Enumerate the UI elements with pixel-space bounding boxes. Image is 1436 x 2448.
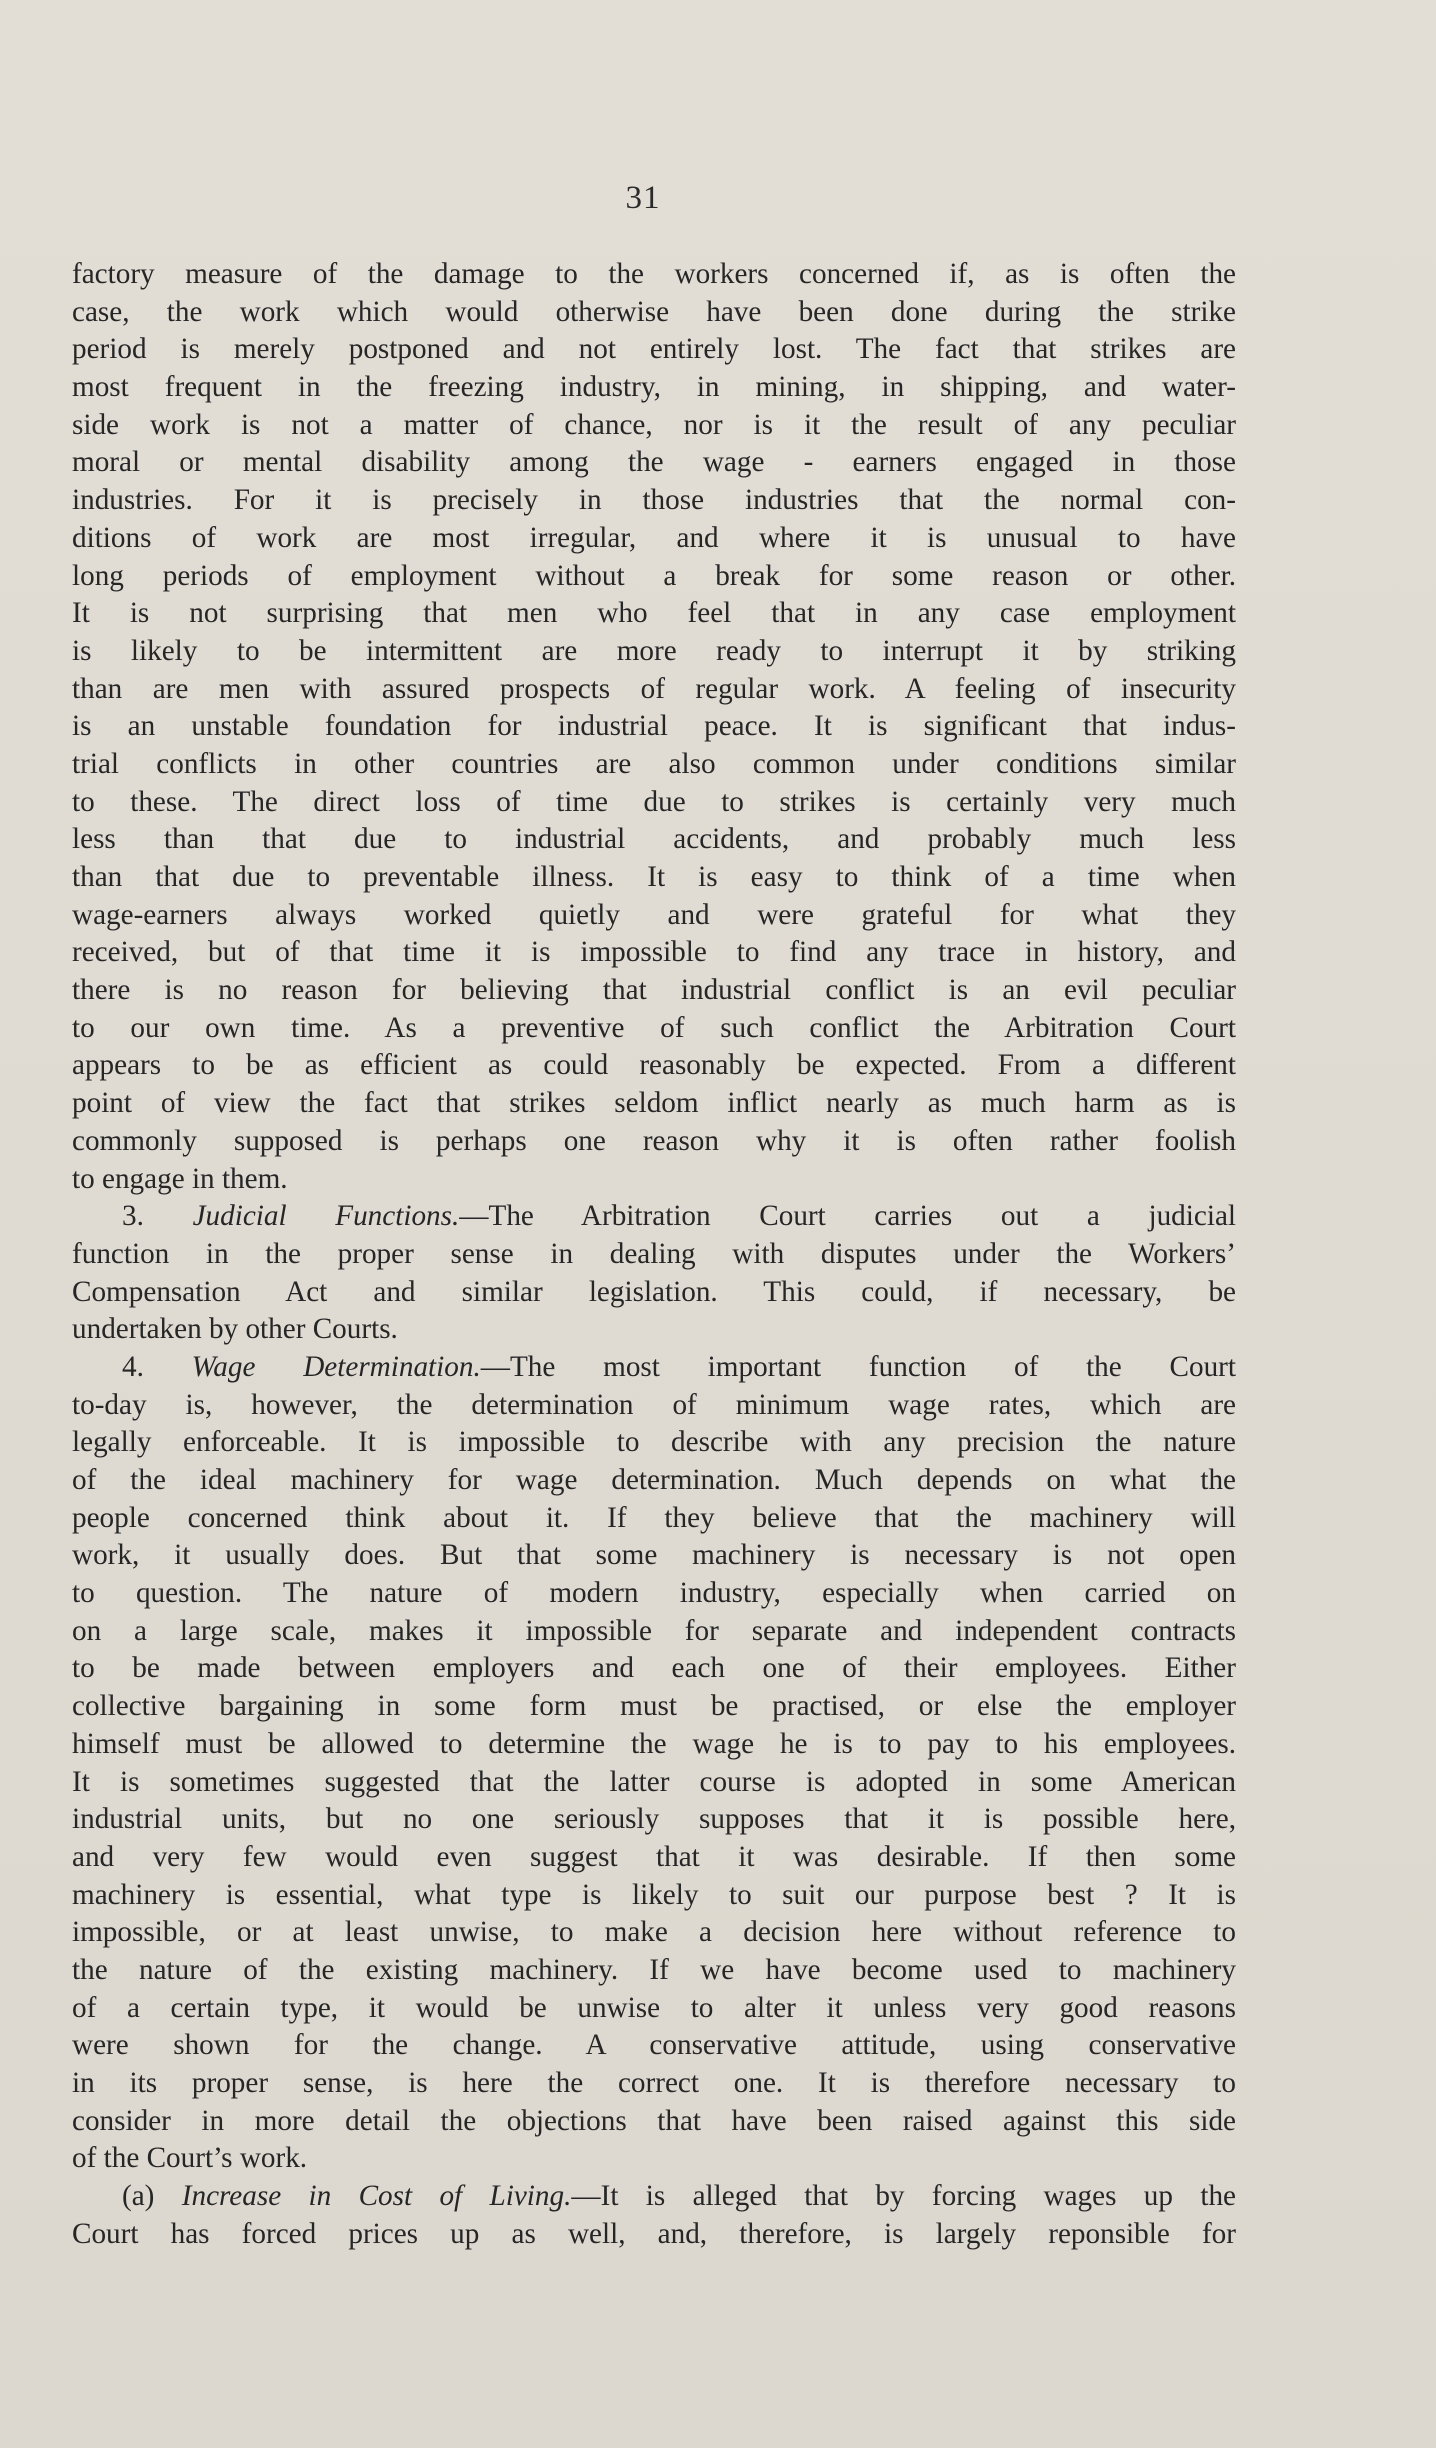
text-line: It is not surprising that men who feel that in any case employment	[72, 597, 1236, 630]
text-line: the nature of the existing machinery. If we have become used to machinery	[72, 1953, 1236, 1986]
text-line: industrial units, but no one seriously supposes that it is possible here,	[72, 1803, 1236, 1836]
text-line: side work is not a matter of chance, nor is it the result of any peculiar	[72, 408, 1236, 441]
section-number: 3.	[122, 1200, 144, 1233]
text-line: consider in more detail the objections that have been raised against this side	[72, 2104, 1236, 2137]
text-line: impossible, or at least unwise, to make a decision here without reference to	[72, 1916, 1236, 1949]
text-line: Compensation Act and similar legislation. This could, if necessary, be	[72, 1275, 1236, 1308]
text-line: moral or mental disability among the wage - earners engaged in those	[72, 446, 1236, 479]
text-line: than are men with assured prospects of regular work. A feeling of insecurity	[72, 672, 1236, 705]
text-line: to these. The direct loss of time due to strikes is certainly very much	[72, 785, 1236, 818]
text-line: It is sometimes suggested that the latter course is adopted in some American	[72, 1765, 1236, 1798]
text-line: and very few would even suggest that it was desirable. If then some	[72, 1840, 1236, 1873]
paragraph-wage-determination	[72, 1349, 1236, 2178]
text-line: ditions of work are most irregular, and where it is unusual to have	[72, 521, 1236, 554]
text-line: collective bargaining in some form must be practised, or else the employer	[72, 1690, 1236, 1723]
text-line: to be made between employers and each one of their employees. Either	[72, 1652, 1236, 1685]
text-line: wage-earners always worked quietly and were grateful for what they	[72, 898, 1236, 931]
paragraph-cost-of-living	[72, 2178, 1236, 2253]
text-line: undertaken by other Courts.	[72, 1313, 398, 1346]
text-line: long periods of employment without a break for some reason or other.	[72, 559, 1236, 592]
text-line: most frequent in the freezing industry, in mining, in shipping, and water-	[72, 371, 1236, 404]
text-line: —It is alleged that by forcing wages up the	[571, 2180, 1237, 2213]
paragraph-strikes	[72, 256, 1236, 1198]
text-line: of a certain type, it would be unwise to alter it unless very good reasons	[72, 1991, 1236, 2024]
text-line: than that due to preventable illness. It is easy to think of a time when	[72, 861, 1236, 893]
text-line: legally enforceable. It is impossible to describe with any precision the nature	[72, 1426, 1236, 1459]
text-line: people concerned think about it. If they believe that the machinery will	[72, 1501, 1236, 1534]
text-line: —The Arbitration Court carries out a judicial	[459, 1200, 1237, 1233]
text-line: himself must be allowed to determine the wage he is to pay to his employees.	[72, 1727, 1236, 1760]
text-line: in its proper sense, is here the correct one. It is therefore necessary to	[72, 2067, 1236, 2099]
text-line: point of view the fact that strikes seldom inflict nearly as much harm as is	[72, 1087, 1236, 1120]
page-number: 31	[625, 180, 661, 216]
text-line: case, the work which would otherwise have been done during the strike	[72, 295, 1236, 328]
text-line: received, but of that time it is impossible to find any trace in history, and	[72, 936, 1236, 969]
text-line: there is no reason for believing that industrial conflict is an evil peculiar	[72, 974, 1236, 1007]
text-line: appears to be as efficient as could reasonably be expected. From a different	[72, 1049, 1236, 1082]
section-number: (a)	[122, 2180, 155, 2213]
text-line: —The most important function of the Court	[480, 1350, 1236, 1383]
text-line: factory measure of the damage to the workers concerned if, as is often the	[72, 258, 1236, 290]
text-line: on a large scale, makes it impossible for separate and independent contracts	[72, 1614, 1236, 1647]
section-heading-line	[72, 1198, 1236, 1236]
text-line: of the Court’s work.	[72, 2142, 308, 2175]
text-line: were shown for the change. A conservative attitude, using conservative	[72, 2029, 1236, 2062]
text-line: machinery is essential, what type is likely to suit our purpose best ? It is	[72, 1878, 1236, 1911]
section-heading-line	[72, 1349, 1236, 1387]
body-text	[72, 256, 1236, 2253]
text-line: work, it usually does. But that some machinery is necessary is not open	[72, 1539, 1236, 1572]
text-line: to-day is, however, the determination of minimum wage rates, which are	[72, 1388, 1236, 1421]
text-line: of the ideal machinery for wage determination. Much depends on what the	[72, 1464, 1236, 1496]
text-line: period is merely postponed and not entirely lost. The fact that strikes are	[72, 333, 1236, 366]
section-heading: Wage Determination.	[191, 1350, 481, 1383]
text-line: to engage in them.	[72, 1162, 288, 1195]
section-heading: Increase in Cost of Living.	[181, 2180, 572, 2213]
text-line: is an unstable foundation for industrial peace. It is significant that indus-	[72, 710, 1236, 743]
text-line: commonly supposed is perhaps one reason why it is often rather foolish	[72, 1124, 1236, 1157]
text-line: industries. For it is precisely in those industries that the normal con-	[72, 484, 1236, 517]
section-heading: Judicial Functions.	[192, 1200, 460, 1233]
text-line: less than that due to industrial accidents, and probably much less	[72, 823, 1236, 856]
section-number: 4.	[122, 1350, 144, 1383]
text-line: function in the proper sense in dealing with disputes under the Workers’	[72, 1237, 1236, 1270]
text-line: to question. The nature of modern industry, especially when carried on	[72, 1577, 1236, 1610]
text-line: to our own time. As a preventive of such conflict the Arbitration Court	[72, 1011, 1236, 1044]
section-heading-line	[72, 2178, 1236, 2216]
paragraph-judicial-functions	[72, 1198, 1236, 1349]
text-line: trial conflicts in other countries are also common under conditions similar	[72, 747, 1236, 780]
text-line: is likely to be intermittent are more ready to interrupt it by striking	[72, 634, 1236, 667]
text-line: Court has forced prices up as well, and, therefore, is largely reponsible for	[72, 2217, 1236, 2250]
